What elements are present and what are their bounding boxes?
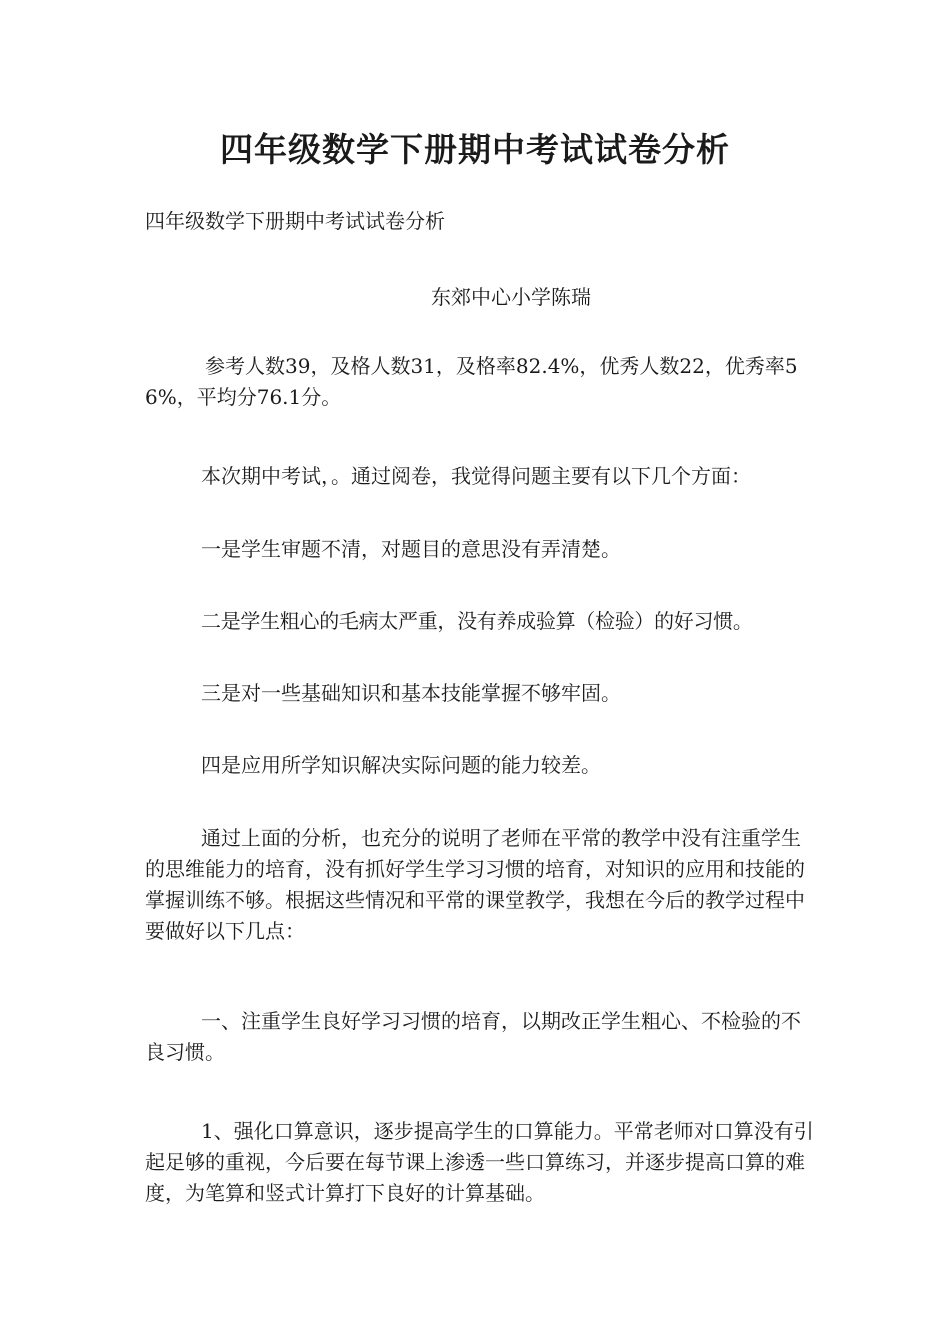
document-author: 东郊中心小学陈瑞 (431, 285, 591, 309)
paragraph-measure-1-1: 1、强化口算意识，逐步提高学生的口算能力。平常老师对口算没有引起足够的重视，今后要在每节课上渗透一些口算练习，并逐步提高口算的难度，为笔算和竖式计算打下良好的计算基础。 (145, 1119, 814, 1205)
document-subtitle: 四年级数学下册期中考试试卷分析 (145, 209, 445, 233)
paragraph-analysis: 通过上面的分析，也充分的说明了老师在平常的教学中没有注重学生的思维能力的培育，没有抓好学生学习习惯的培育，对知识的应用和技能的掌握训练不够。根据这些情况和平常的课堂教学，我想在今后的教学过程中要做好以下几点： (145, 826, 805, 943)
paragraph-problem-1: 一是学生审题不清，对题目的意思没有弄清楚。 (201, 537, 621, 561)
paragraph-intro: 本次期中考试，。通过阅卷，我觉得问题主要有以下几个方面： (201, 464, 751, 488)
paragraph-problem-4: 四是应用所学知识解决实际问题的能力较差。 (201, 753, 601, 777)
paragraph-problem-2: 二是学生粗心的毛病太严重，没有养成验算（检验）的好习惯。 (201, 609, 753, 633)
paragraph-measure-1: 一、注重学生良好学习习惯的培育，以期改正学生粗心、不检验的不良习惯。 (145, 1009, 801, 1064)
document-title: 四年级数学下册期中考试试卷分析 (220, 130, 730, 169)
paragraph-statistics: 参考人数39，及格人数31，及格率82.4%，优秀人数22，优秀率56%，平均分76.1分。 (145, 354, 798, 409)
paragraph-problem-3: 三是对一些基础知识和基本技能掌握不够牢固。 (201, 681, 621, 705)
